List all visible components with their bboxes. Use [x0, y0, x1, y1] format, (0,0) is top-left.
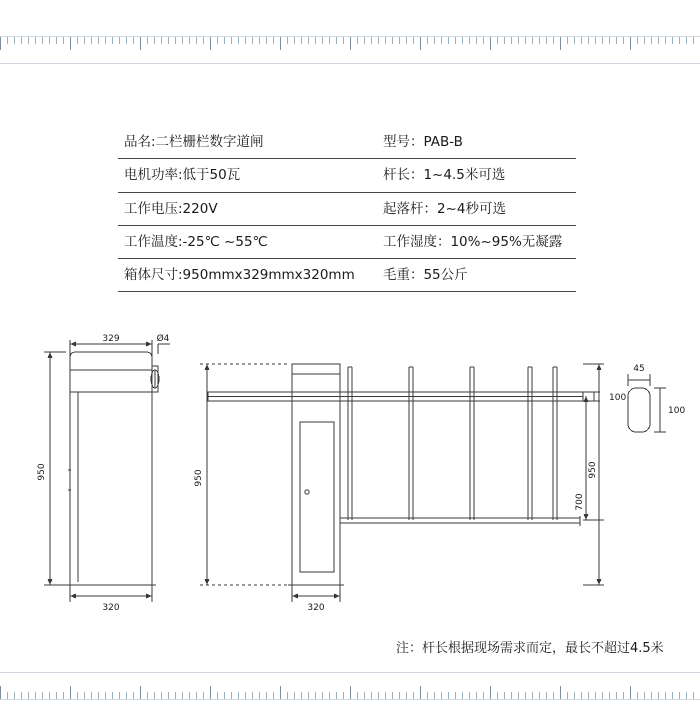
ruler-tick — [469, 692, 470, 699]
ruler-tick — [385, 692, 386, 699]
ruler-tick — [168, 692, 169, 699]
ruler-tick — [161, 37, 162, 44]
ruler-tick — [490, 686, 491, 699]
ruler-tick — [350, 37, 351, 50]
ruler-tick — [511, 37, 512, 44]
ruler-tick — [497, 692, 498, 699]
table-row — [118, 192, 576, 225]
ruler-tick — [679, 37, 680, 44]
ruler-tick — [308, 692, 309, 699]
ruler-tick — [77, 37, 78, 44]
ruler-tick — [497, 37, 498, 44]
ruler-tick — [630, 37, 631, 50]
spec-cell-gross-weight: 毛重：55公斤 — [377, 259, 576, 292]
ruler-tick — [49, 37, 50, 44]
dim-front-width-bottom — [292, 585, 340, 602]
ruler-tick — [462, 37, 463, 44]
ruler-tick — [371, 692, 372, 699]
ruler-tick — [168, 37, 169, 44]
ruler-tick — [35, 37, 36, 44]
ruler-tick — [21, 692, 22, 699]
ruler-tick — [238, 692, 239, 699]
dim-label-100-boom: 100 — [609, 393, 627, 403]
ruler-tick — [224, 37, 225, 44]
ruler-tick — [413, 37, 414, 44]
ruler-tick — [602, 692, 603, 699]
ruler-tick — [357, 692, 358, 699]
dim-label-950-side: 950 — [37, 463, 47, 481]
ruler-tick — [378, 692, 379, 699]
dim-label-100-section: 100 — [668, 406, 686, 416]
ruler-tick — [364, 692, 365, 699]
ruler-tick — [602, 37, 603, 44]
ruler-tick — [217, 692, 218, 699]
ruler-tick — [175, 37, 176, 44]
ruler-tick — [574, 37, 575, 44]
spec-cell-motor-power: 电机功率:低于50瓦 — [118, 159, 377, 192]
spec-cell-rise-fall-time: 起落杆：2~4秒可选 — [377, 192, 576, 225]
ruler-tick — [147, 692, 148, 699]
ruler-tick — [182, 37, 183, 44]
ruler-tick — [210, 37, 211, 50]
ruler-tick — [427, 37, 428, 44]
ruler-tick — [357, 37, 358, 44]
ruler-tick — [567, 37, 568, 44]
table-row — [118, 259, 576, 292]
ruler-tick — [203, 692, 204, 699]
ruler-tick — [49, 692, 50, 699]
ruler-tick — [581, 692, 582, 699]
ruler-tick — [546, 37, 547, 44]
ruler-tick — [231, 692, 232, 699]
ruler-tick — [595, 37, 596, 44]
ruler-tick — [364, 37, 365, 44]
ruler-tick — [301, 692, 302, 699]
ruler-tick — [315, 692, 316, 699]
ruler-tick — [504, 692, 505, 699]
ruler-tick — [679, 692, 680, 699]
ruler-tick — [616, 692, 617, 699]
ruler-tick — [266, 37, 267, 44]
ruler-tick — [350, 686, 351, 699]
ruler-tick — [14, 692, 15, 699]
ruler-tick — [343, 692, 344, 699]
ruler-tick — [560, 686, 561, 699]
ruler-tick — [581, 37, 582, 44]
ruler-tick — [476, 37, 477, 44]
ruler-tick — [644, 692, 645, 699]
dim-side-hole — [158, 344, 170, 354]
ruler-tick — [539, 37, 540, 44]
spec-cell-temperature: 工作温度:-25℃ ~55℃ — [118, 225, 377, 258]
ruler-tick — [532, 37, 533, 44]
ruler-tick — [294, 692, 295, 699]
ruler-tick — [217, 37, 218, 44]
ruler-tick — [455, 37, 456, 44]
ruler-tick — [322, 37, 323, 44]
ruler-tick — [70, 37, 71, 50]
ruler-tick — [112, 37, 113, 44]
ruler-tick — [126, 692, 127, 699]
ruler-tick — [126, 37, 127, 44]
ruler-tick — [392, 37, 393, 44]
ruler-tick — [476, 692, 477, 699]
ruler-tick — [0, 37, 1, 50]
spec-cell-voltage: 工作电压:220V — [118, 192, 377, 225]
ruler-tick — [399, 692, 400, 699]
ruler-tick — [63, 37, 64, 44]
ruler-tick — [105, 692, 106, 699]
ruler-tick — [672, 692, 673, 699]
side-view — [66, 352, 159, 585]
dim-label-45-section: 45 — [633, 364, 645, 374]
ruler-tick — [448, 692, 449, 699]
ruler-tick — [434, 692, 435, 699]
footnote-text: 注：杆长根据现场需求而定，最长不超过4.5米 — [396, 641, 664, 656]
ruler-tick — [63, 692, 64, 699]
ruler-tick — [329, 37, 330, 44]
ruler-tick — [455, 692, 456, 699]
ruler-tick — [231, 37, 232, 44]
ruler-tick — [609, 692, 610, 699]
ruler-tick — [434, 37, 435, 44]
ruler-tick — [105, 37, 106, 44]
ruler-tick — [483, 692, 484, 699]
table-row — [118, 159, 576, 192]
ruler-tick — [637, 37, 638, 44]
ruler-tick — [525, 692, 526, 699]
ruler-tick — [329, 692, 330, 699]
ruler-tick — [532, 692, 533, 699]
ruler-tick — [98, 37, 99, 44]
front-view — [208, 364, 583, 585]
dim-label-950-right: 950 — [588, 461, 598, 479]
ruler-tick — [588, 37, 589, 44]
ruler-tick — [511, 692, 512, 699]
ruler-tick — [210, 686, 211, 699]
ruler-tick — [406, 692, 407, 699]
ruler-tick — [0, 686, 1, 699]
dim-label-hole: Ø4 — [156, 334, 170, 344]
ruler-tick — [119, 692, 120, 699]
ruler-tick — [140, 37, 141, 50]
ruler-tick — [91, 37, 92, 44]
ruler-tick — [413, 692, 414, 699]
ruler-tick — [84, 692, 85, 699]
ruler-tick — [441, 692, 442, 699]
ruler-tick — [273, 692, 274, 699]
ruler-tick — [175, 692, 176, 699]
ruler-tick — [469, 37, 470, 44]
dim-side-width-bottom — [70, 585, 152, 602]
ruler-tick — [294, 37, 295, 44]
ruler-tick — [322, 692, 323, 699]
ruler-tick — [84, 37, 85, 44]
ruler-tick — [42, 37, 43, 44]
ruler-tick — [609, 37, 610, 44]
spec-cell-name: 品名:二栏栅栏数字道闸 — [118, 126, 377, 159]
ruler-tick — [623, 37, 624, 44]
ruler-tick — [315, 37, 316, 44]
ruler-tick — [259, 692, 260, 699]
ruler-tick — [182, 692, 183, 699]
ruler-tick — [7, 692, 8, 699]
ruler-tick — [266, 692, 267, 699]
ruler-tick — [56, 37, 57, 44]
dim-label-329-side: 329 — [102, 334, 120, 344]
ruler-tick — [560, 37, 561, 50]
ruler-tick — [371, 37, 372, 44]
ruler-tick — [7, 37, 8, 44]
ruler-tick — [133, 692, 134, 699]
ruler-tick — [651, 692, 652, 699]
ruler-tick — [588, 692, 589, 699]
ruler-tick — [441, 37, 442, 44]
ruler-tick — [385, 37, 386, 44]
ruler-tick — [301, 37, 302, 44]
ruler-tick — [280, 686, 281, 699]
ruler-tick — [42, 692, 43, 699]
ruler-tick — [308, 37, 309, 44]
ruler-tick — [280, 37, 281, 50]
ruler-tick — [658, 692, 659, 699]
ruler-tick — [504, 37, 505, 44]
technical-drawing — [0, 330, 700, 660]
ruler-tick — [574, 692, 575, 699]
ruler-tick — [35, 692, 36, 699]
ruler-tick — [483, 37, 484, 44]
ruler-tick — [56, 692, 57, 699]
ruler-tick — [336, 692, 337, 699]
spec-cell-model: 型号：PAB-B — [377, 126, 576, 159]
ruler-tick — [287, 37, 288, 44]
ruler-tick — [686, 37, 687, 44]
ruler-tick — [392, 692, 393, 699]
ruler-tick — [154, 37, 155, 44]
ruler-tick — [651, 37, 652, 44]
ruler-tick — [658, 37, 659, 44]
ruler-tick — [28, 37, 29, 44]
ruler-tick — [553, 692, 554, 699]
ruler-tick — [427, 692, 428, 699]
ruler-tick — [14, 37, 15, 44]
ruler-tick — [420, 686, 421, 699]
dim-label-950-front: 950 — [194, 469, 204, 487]
table-row — [118, 126, 576, 159]
ruler-tick — [420, 37, 421, 50]
spec-table — [118, 126, 576, 292]
ruler-tick — [693, 37, 694, 44]
dim-front-height — [200, 364, 290, 585]
boom-section-view — [628, 374, 666, 432]
ruler-bottom — [0, 672, 700, 700]
ruler-tick — [245, 692, 246, 699]
ruler-tick — [238, 37, 239, 44]
ruler-tick — [203, 37, 204, 44]
ruler-tick — [567, 692, 568, 699]
ruler-tick — [518, 692, 519, 699]
spec-cell-humidity: 工作湿度：10%~95%无凝露 — [377, 225, 576, 258]
table-row — [118, 225, 576, 258]
ruler-tick — [623, 692, 624, 699]
ruler-top — [0, 36, 700, 64]
dim-label-700-right: 700 — [575, 493, 585, 511]
ruler-tick — [21, 37, 22, 44]
ruler-tick — [273, 37, 274, 44]
ruler-tick — [490, 37, 491, 50]
ruler-tick — [630, 686, 631, 699]
ruler-tick — [119, 37, 120, 44]
ruler-tick — [133, 37, 134, 44]
spec-cell-boom-length: 杆长：1~4.5米可选 — [377, 159, 576, 192]
ruler-tick — [665, 692, 666, 699]
ruler-tick — [98, 692, 99, 699]
ruler-tick — [595, 692, 596, 699]
ruler-tick — [224, 692, 225, 699]
ruler-tick — [616, 37, 617, 44]
ruler-tick — [336, 37, 337, 44]
ruler-tick — [665, 37, 666, 44]
ruler-tick — [28, 692, 29, 699]
ruler-tick — [399, 37, 400, 44]
ruler-tick — [406, 37, 407, 44]
ruler-tick — [91, 692, 92, 699]
ruler-tick — [378, 37, 379, 44]
ruler-tick — [245, 37, 246, 44]
ruler-tick — [196, 37, 197, 44]
ruler-tick — [637, 692, 638, 699]
ruler-tick — [252, 37, 253, 44]
ruler-tick — [189, 692, 190, 699]
ruler-tick — [196, 692, 197, 699]
ruler-tick — [462, 692, 463, 699]
ruler-tick — [112, 692, 113, 699]
ruler-tick — [553, 37, 554, 44]
ruler-tick — [154, 692, 155, 699]
ruler-tick — [672, 37, 673, 44]
dim-label-320-front: 320 — [307, 603, 325, 613]
ruler-tick — [448, 37, 449, 44]
ruler-tick — [539, 692, 540, 699]
spec-cell-cabinet-size: 箱体尺寸:950mmx329mmx320mm — [118, 259, 377, 292]
ruler-tick — [693, 692, 694, 699]
ruler-tick — [343, 37, 344, 44]
ruler-tick — [147, 37, 148, 44]
dim-label-320-side: 320 — [102, 603, 120, 613]
ruler-tick — [252, 692, 253, 699]
ruler-tick — [70, 686, 71, 699]
ruler-tick — [644, 37, 645, 44]
ruler-tick — [546, 692, 547, 699]
ruler-tick — [287, 692, 288, 699]
ruler-tick — [259, 37, 260, 44]
dim-side-height — [44, 352, 66, 585]
ruler-tick — [140, 686, 141, 699]
ruler-tick — [161, 692, 162, 699]
ruler-tick — [189, 37, 190, 44]
ruler-tick — [518, 37, 519, 44]
ruler-tick — [525, 37, 526, 44]
drawing-svg — [0, 330, 700, 660]
ruler-tick — [77, 692, 78, 699]
ruler-tick — [686, 692, 687, 699]
